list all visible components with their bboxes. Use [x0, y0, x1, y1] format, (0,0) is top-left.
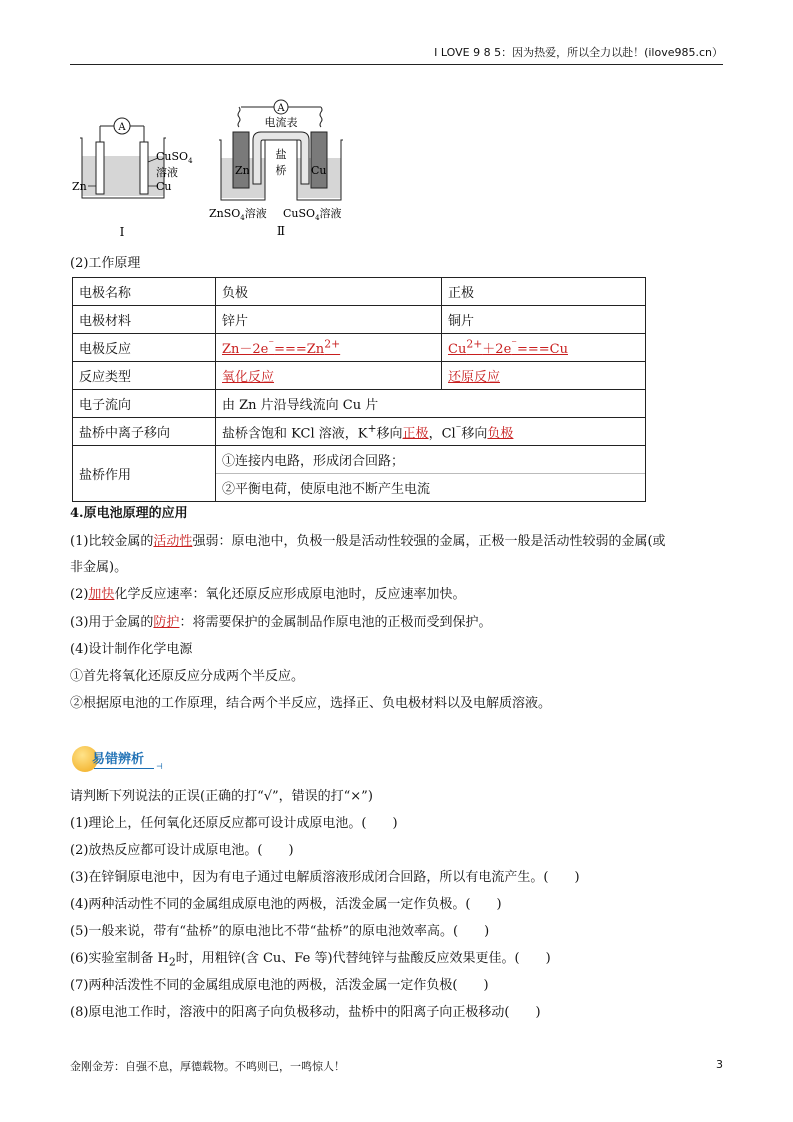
figure-cell-2 [205, 96, 355, 241]
figure1-caption: Ⅰ [119, 225, 125, 239]
table-cell: 电极名称 [73, 278, 216, 306]
table-cell: 电极反应 [73, 334, 216, 362]
figure2-caption: Ⅱ [276, 224, 286, 238]
table-row [73, 418, 646, 446]
section-4-item-5: ①首先将氧化还原反应分成两个半反应。 [70, 669, 305, 684]
judge-q4: (4)两种活动性不同的金属组成原电池的两极，活泼金属一定作负极。( ) [70, 897, 502, 912]
header-text: I LOVE 9 8 5：因为热爱，所以全力以赴！(ilove985.cn） [434, 46, 723, 59]
figure2-meter: A [277, 103, 285, 114]
page-number: 3 [716, 1058, 723, 1071]
table-cell: 电极材料 [73, 306, 216, 334]
figure2-right-electrode: Cu [311, 164, 327, 177]
table-cell: 正极 [442, 278, 646, 306]
badge-underline [94, 768, 154, 769]
table-cell: ①连接内电路，形成闭合回路； ②平衡电荷，使原电池不断产生电流 [216, 446, 646, 502]
judge-q7: (7)两种活泼性不同的金属组成原电池的两极，活泼金属一定作负极( ) [70, 978, 489, 993]
svg-text:CuSO4溶液: CuSO$_4$溶液 [283, 207, 342, 222]
table-row [73, 390, 646, 418]
table-row [73, 306, 646, 334]
figure1-solution2: 溶液 [156, 166, 178, 179]
error-analysis-badge [72, 744, 162, 774]
answer-text: 氧化反应 [222, 370, 275, 385]
figure1-right-electrode: Cu [156, 180, 172, 193]
table-row [73, 278, 646, 306]
judge-q2: (2)放热反应都可设计成原电池。( ) [70, 843, 294, 858]
table-row [73, 362, 646, 390]
table-row [73, 334, 646, 362]
section-4-item-1: (1)比较金属的活动性强弱：原电池中，负极一般是活动性较强的金属，正极一般是活动性较弱的金属(或 [70, 534, 666, 549]
table-cell: 由 Zn 片沿导线流向 Cu 片 [216, 390, 646, 418]
table-cell: 盐桥中离子移向 [73, 418, 216, 446]
svg-text:ZnSO4溶液: ZnSO$_4$溶液 [209, 207, 267, 222]
figure1-meter: A [118, 122, 126, 133]
judge-intro: 请判断下列说法的正误(正确的打“√”，错误的打“×”) [70, 789, 373, 804]
answer-text: 还原反应 [448, 370, 501, 385]
page-footer [70, 1058, 723, 1074]
table-cell [216, 334, 442, 362]
working-principle-table [72, 277, 646, 502]
judge-q3: (3)在锌铜原电池中，因为有电子通过电解质溶液形成闭合回路，所以有电流产生。( ) [70, 870, 580, 885]
section-2-title: (2)工作原理 [70, 256, 141, 271]
page-header [70, 44, 723, 65]
table-cell [442, 362, 646, 390]
table-cell: 电子流向 [73, 390, 216, 418]
table-cell: 盐桥含饱和 KCl 溶液，K+移向正极，Cl⁻移向负极 [216, 418, 646, 446]
section-4-title: 4.原电池原理的应用 [70, 506, 188, 521]
table-cell: 反应类型 [73, 362, 216, 390]
table-cell: 盐桥作用 [73, 446, 216, 502]
figure-cell-1 [72, 112, 202, 242]
section-4-item-6: ②根据原电池的工作原理，结合两个半反应，选择正、负电极材料以及电解质溶液。 [70, 696, 552, 711]
table-cell [216, 362, 442, 390]
figure2-salt-bridge-2: 桥 [275, 164, 287, 177]
figure1-left-electrode: Zn [72, 180, 87, 193]
figure2-left-electrode: Zn [235, 164, 250, 177]
figure2-meter-label: 电流表 [264, 116, 298, 129]
judge-q5: (5)一般来说，带有“盐桥”的原电池比不带“盐桥”的原电池效率高。( ) [70, 924, 490, 939]
figure2-salt-bridge-1: 盐 [275, 148, 287, 161]
footer-motto: 金刚金芳：自强不息，厚德载物。不鸣则已，一鸣惊人！ [70, 1060, 345, 1073]
svg-text:CuSO4: CuSO$_4$ [156, 150, 193, 165]
section-4-item-4: (4)设计制作化学电源 [70, 642, 193, 657]
table-row [73, 446, 646, 502]
table-cell: 铜片 [442, 306, 646, 334]
answer-text: $Cu^{2+}+2e^{^-}===Cu$ [448, 337, 568, 358]
answer-text: $Zn-2e^{^-}===Zn^{2+}$ [222, 337, 341, 358]
badge-tail-icon: ⊣ [156, 762, 163, 771]
judge-q1: (1)理论上，任何氧化还原反应都可设计成原电池。( ) [70, 816, 398, 831]
table-cell: 负极 [216, 278, 442, 306]
table-cell: 锌片 [216, 306, 442, 334]
badge-label: 易错辨析 [92, 752, 145, 767]
section-4-item-3: (3)用于金属的防护：将需要保护的金属制品作原电池的正极而受到保护。 [70, 615, 492, 630]
section-4-item-1-cont: 非金属)。 [70, 560, 128, 575]
table-cell [442, 334, 646, 362]
section-4-item-2: (2)加快化学反应速率：氧化还原反应形成原电池时，反应速率加快。 [70, 587, 466, 602]
judge-q6: (6)实验室制备 $H_2$时，用粗锌(含 Cu、Fe 等)代替纯锌与盐酸反应效果更佳。( ) [70, 951, 551, 969]
judge-q8: (8)原电池工作时，溶液中的阳离子向负极移动，盐桥中的阳离子向正极移动( ) [70, 1005, 541, 1020]
